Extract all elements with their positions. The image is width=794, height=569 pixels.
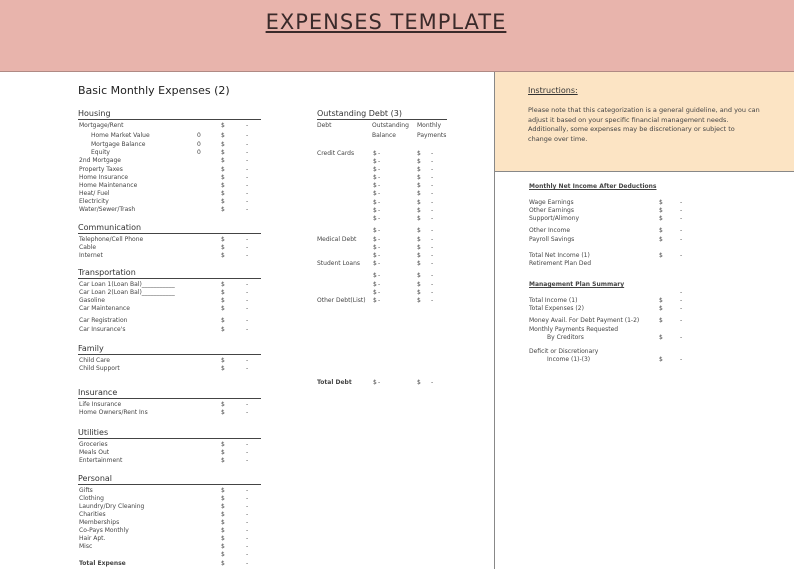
dash-value: -	[431, 252, 434, 259]
dollar-sign: $	[221, 149, 225, 156]
dollar-sign: $	[417, 215, 421, 222]
section-heading: Basic Monthly Expenses (2)	[78, 84, 230, 97]
dollar-sign: $	[659, 252, 663, 259]
net-income-total: Total Net Income (1)	[529, 252, 590, 259]
list-item: Car Loan 2(Loan Bal)___________	[79, 289, 175, 296]
dash-value: -	[246, 401, 249, 408]
dash-value: -	[378, 272, 381, 279]
debt-col-header: Debt	[317, 122, 332, 129]
dollar-sign: $	[373, 174, 377, 181]
instructions-text: Please note that this categorization is a general guideline, and you can adjust it based on your specific financial management needs. Additionally, some expenses may be discretionary or subject to change over time.	[528, 106, 760, 143]
list-item: Home Owners/Rent Ins	[79, 409, 148, 416]
dash-value: -	[680, 207, 683, 214]
dash-value: -	[431, 260, 434, 267]
dash-value: -	[431, 182, 434, 189]
personal-divider	[78, 484, 261, 485]
dollar-sign: $	[221, 190, 225, 197]
dash-value: -	[680, 215, 683, 222]
dash-value: -	[378, 182, 381, 189]
dollar-sign: $	[221, 365, 225, 372]
dash-value: -	[378, 244, 381, 251]
list-item: Telephone/Cell Phone	[79, 236, 144, 243]
dash-value: -	[246, 511, 249, 518]
communication-divider	[78, 233, 261, 234]
dash-value: -	[246, 281, 249, 288]
list-item: Co-Pays Monthly	[79, 527, 129, 534]
dash-value: -	[246, 122, 249, 129]
dollar-sign: $	[659, 297, 663, 304]
dollar-sign: $	[417, 207, 421, 214]
dash-value: -	[246, 206, 249, 213]
dollar-sign: $	[373, 199, 377, 206]
list-item: Home Maintenance	[79, 182, 138, 189]
dash-value: -	[431, 166, 434, 173]
dash-value: -	[246, 244, 249, 251]
dash-value: -	[378, 281, 381, 288]
dollar-sign: $	[417, 166, 421, 173]
dash-value: -	[378, 199, 381, 206]
dash-value: -	[431, 199, 434, 206]
list-item: Meals Out	[79, 449, 110, 456]
dash-value: -	[378, 227, 381, 234]
dash-value: -	[246, 519, 249, 526]
dollar-sign: $	[221, 503, 225, 510]
total-debt-label: Total Debt	[317, 379, 352, 386]
dollar-sign: $	[417, 289, 421, 296]
dollar-sign: $	[221, 511, 225, 518]
dollar-sign: $	[417, 227, 421, 234]
dollar-sign: $	[221, 132, 225, 139]
dollar-sign: $	[221, 281, 225, 288]
dash-value: -	[378, 260, 381, 267]
dollar-sign: $	[373, 158, 377, 165]
dash-value: -	[680, 289, 683, 296]
dollar-sign: $	[659, 317, 663, 324]
dollar-sign: $	[221, 166, 225, 173]
net-income-title: Monthly Net Income After Deductions	[529, 183, 657, 190]
list-item: Total Income (1)	[529, 297, 578, 304]
list-item: Mortgage Balance	[91, 141, 146, 148]
dollar-sign: $	[373, 182, 377, 189]
transportation-divider	[78, 278, 261, 279]
dash-value: -	[378, 236, 381, 243]
dollar-sign: $	[221, 174, 225, 181]
dollar-sign: $	[221, 252, 225, 259]
dollar-sign: $	[221, 535, 225, 542]
dash-value: -	[378, 379, 381, 386]
dollar-sign: $	[659, 334, 663, 341]
dollar-sign: $	[417, 281, 421, 288]
dash-value: -	[431, 236, 434, 243]
list-item: Memberships	[79, 519, 120, 526]
dollar-sign: $	[221, 317, 225, 324]
list-item: Support/Alimony	[529, 215, 580, 222]
debt-title: Outstanding Debt (3)	[317, 109, 402, 118]
dollar-sign: $	[221, 326, 225, 333]
dollar-sign: $	[373, 379, 377, 386]
list-item: Mortgage/Rent	[79, 122, 124, 129]
dash-value: -	[431, 227, 434, 234]
personal-title: Personal	[78, 474, 113, 483]
instructions-box	[495, 72, 794, 172]
list-item: Total Expenses (2)	[529, 305, 584, 312]
communication-title: Communication	[78, 223, 142, 232]
list-item: Wage Earnings	[529, 199, 574, 206]
dash-value: -	[246, 357, 249, 364]
dash-value: -	[680, 317, 683, 324]
dollar-sign: $	[221, 409, 225, 416]
dollar-sign: $	[221, 289, 225, 296]
dollar-sign: $	[373, 260, 377, 267]
family-divider	[78, 354, 261, 355]
dollar-sign: $	[221, 236, 225, 243]
dash-value: -	[246, 441, 249, 448]
dash-value: -	[246, 289, 249, 296]
dollar-sign: $	[221, 305, 225, 312]
instructions-title: Instructions:	[528, 86, 578, 95]
dash-value: -	[246, 141, 249, 148]
utilities-divider	[78, 438, 261, 439]
debt-divider	[317, 119, 447, 120]
list-item: Other Income	[529, 227, 571, 234]
dollar-sign: $	[659, 199, 663, 206]
housing-title: Housing	[78, 109, 111, 118]
dash-value: -	[246, 535, 249, 542]
payments-col-header: Payments	[417, 132, 447, 139]
insurance-divider	[78, 398, 261, 399]
dollar-sign: $	[373, 281, 377, 288]
dollar-sign: $	[221, 122, 225, 129]
dollar-sign: $	[373, 289, 377, 296]
list-item: Car Maintenance	[79, 305, 130, 312]
dollar-sign: $	[659, 305, 663, 312]
dash-value: -	[246, 190, 249, 197]
list-item: Car Insurance's	[79, 326, 126, 333]
value-cell: 0	[197, 149, 201, 156]
dollar-sign: $	[417, 244, 421, 251]
list-item: Payroll Savings	[529, 236, 575, 243]
dollar-sign: $	[417, 297, 421, 304]
dollar-sign: $	[221, 141, 225, 148]
dash-value: -	[431, 272, 434, 279]
dash-value: -	[431, 289, 434, 296]
dash-value: -	[680, 334, 683, 341]
dash-value: -	[246, 198, 249, 205]
page-title: EXPENSES TEMPLATE	[265, 10, 507, 34]
dollar-sign: $	[373, 150, 377, 157]
dollar-sign: $	[417, 272, 421, 279]
dash-value: -	[680, 227, 683, 234]
dash-value: -	[246, 174, 249, 181]
dollar-sign: $	[373, 297, 377, 304]
dollar-sign: $	[373, 244, 377, 251]
list-item: Internet	[79, 252, 103, 259]
dollar-sign: $	[373, 190, 377, 197]
dash-value: -	[378, 174, 381, 181]
dollar-sign: $	[417, 190, 421, 197]
dash-value: -	[246, 166, 249, 173]
dash-value: -	[246, 543, 249, 550]
list-item: Income (1)-(3)	[547, 356, 591, 363]
dash-value: -	[246, 326, 249, 333]
list-item: Other Earnings	[529, 207, 574, 214]
debt-label: Student Loans	[317, 260, 361, 267]
dash-value: -	[246, 527, 249, 534]
dollar-sign: $	[417, 158, 421, 165]
family-title: Family	[78, 344, 104, 353]
debt-label: Medical Debt	[317, 236, 357, 243]
list-item: Misc	[79, 543, 93, 550]
dash-value: -	[246, 365, 249, 372]
dash-value: -	[431, 297, 434, 304]
dollar-sign: $	[373, 227, 377, 234]
debt-label: Credit Cards	[317, 150, 355, 157]
dash-value: -	[246, 409, 249, 416]
dollar-sign: $	[373, 272, 377, 279]
dash-value: -	[378, 289, 381, 296]
list-item: Heat/ Fuel	[79, 190, 110, 197]
dash-value: -	[680, 236, 683, 243]
list-item: Child Care	[79, 357, 110, 364]
dash-value: -	[431, 158, 434, 165]
dollar-sign: $	[221, 297, 225, 304]
dollar-sign: $	[221, 244, 225, 251]
dollar-sign: $	[221, 449, 225, 456]
list-item: Child Support	[79, 365, 120, 372]
list-item: Life Insurance	[79, 401, 122, 408]
dollar-sign: $	[221, 527, 225, 534]
dash-value: -	[378, 158, 381, 165]
insurance-title: Insurance	[78, 388, 118, 397]
value-cell: 0	[197, 132, 201, 139]
dollar-sign: $	[221, 206, 225, 213]
dollar-sign: $	[373, 252, 377, 259]
dash-value: -	[378, 215, 381, 222]
dash-value: -	[378, 150, 381, 157]
dash-value: -	[246, 503, 249, 510]
dollar-sign: $	[417, 174, 421, 181]
dollar-sign: $	[221, 560, 225, 567]
dash-value: -	[680, 305, 683, 312]
dollar-sign: $	[659, 356, 663, 363]
list-item: Money Avail. For Debt Payment (1-2)	[529, 317, 640, 324]
dollar-sign: $	[221, 543, 225, 550]
dash-value: -	[246, 149, 249, 156]
value-cell: 0	[197, 141, 201, 148]
payments-col-header: Monthly	[417, 122, 442, 129]
dollar-sign: $	[373, 215, 377, 222]
dash-value: -	[680, 199, 683, 206]
dollar-sign: $	[417, 182, 421, 189]
dash-value: -	[246, 487, 249, 494]
list-item: Gifts	[79, 487, 93, 494]
dash-value: -	[680, 252, 683, 259]
dollar-sign: $	[221, 357, 225, 364]
dollar-sign: $	[373, 207, 377, 214]
dash-value: -	[246, 551, 249, 558]
list-item: Monthly Payments Requested	[529, 326, 619, 333]
dollar-sign: $	[659, 236, 663, 243]
dash-value: -	[431, 174, 434, 181]
dash-value: -	[431, 244, 434, 251]
dash-value: -	[246, 297, 249, 304]
list-item: Car Registration	[79, 317, 128, 324]
dash-value: -	[378, 190, 381, 197]
dollar-sign: $	[417, 379, 421, 386]
list-item: Equity	[91, 149, 110, 156]
dash-value: -	[431, 215, 434, 222]
dash-value: -	[431, 207, 434, 214]
dollar-sign: $	[221, 441, 225, 448]
dollar-sign: $	[659, 215, 663, 222]
dollar-sign: $	[417, 150, 421, 157]
debt-label: Other Debt(List)	[317, 297, 366, 304]
dash-value: -	[431, 150, 434, 157]
dollar-sign: $	[221, 495, 225, 502]
dollar-sign: $	[373, 166, 377, 173]
list-item: Electricity	[79, 198, 109, 205]
dollar-sign: $	[417, 252, 421, 259]
dash-value: -	[378, 207, 381, 214]
list-item: By Creditors	[547, 334, 584, 341]
dollar-sign: $	[417, 199, 421, 206]
dash-value: -	[246, 252, 249, 259]
dollar-sign: $	[221, 487, 225, 494]
list-item: Entertainment	[79, 457, 123, 464]
utilities-title: Utilities	[78, 428, 109, 437]
list-item: 2nd Mortgage	[79, 157, 121, 164]
dollar-sign: $	[221, 198, 225, 205]
transportation-title: Transportation	[78, 268, 136, 277]
dollar-sign: $	[659, 207, 663, 214]
list-item: Hair Apt.	[79, 535, 106, 542]
list-item: Charities	[79, 511, 106, 518]
dash-value: -	[246, 132, 249, 139]
dollar-sign: $	[417, 260, 421, 267]
summary-title: Management Plan Summary	[529, 281, 625, 288]
dollar-sign: $	[373, 236, 377, 243]
dollar-sign: $	[221, 157, 225, 164]
list-item: Home Market Value	[91, 132, 150, 139]
dash-value: -	[246, 157, 249, 164]
dash-value: -	[431, 281, 434, 288]
dash-value: -	[246, 182, 249, 189]
dollar-sign: $	[221, 182, 225, 189]
dash-value: -	[246, 457, 249, 464]
dash-value: -	[431, 190, 434, 197]
dash-value: -	[378, 297, 381, 304]
dash-value: -	[680, 297, 683, 304]
list-item: Water/Sewer/Trash	[79, 206, 136, 213]
list-item: Gasoline	[79, 297, 105, 304]
dollar-sign: $	[221, 457, 225, 464]
dollar-sign: $	[221, 519, 225, 526]
list-item: Clothing	[79, 495, 104, 502]
dash-value: -	[246, 317, 249, 324]
dash-value: -	[246, 560, 249, 567]
dash-value: -	[378, 252, 381, 259]
retirement-plan-label: Retirement Plan Ded	[529, 260, 592, 267]
list-item: Groceries	[79, 441, 108, 448]
dash-value: -	[246, 236, 249, 243]
list-item: Property Taxes	[79, 166, 123, 173]
dollar-sign: $	[417, 236, 421, 243]
list-item: Cable	[79, 244, 97, 251]
dash-value: -	[680, 356, 683, 363]
balance-col-header: Outstanding	[372, 122, 409, 129]
balance-col-header: Balance	[372, 132, 396, 139]
dash-value: -	[246, 449, 249, 456]
list-item: Laundry/Dry Cleaning	[79, 503, 145, 510]
dash-value: -	[246, 305, 249, 312]
list-item: Home Insurance	[79, 174, 129, 181]
dash-value: -	[431, 379, 434, 386]
list-item: Car Loan 1(Loan Bal)___________	[79, 281, 175, 288]
header-band	[0, 0, 794, 72]
housing-divider	[78, 119, 261, 120]
total-expense-label: Total Expense	[79, 560, 126, 567]
dollar-sign: $	[221, 551, 225, 558]
dollar-sign: $	[659, 227, 663, 234]
dash-value: -	[246, 495, 249, 502]
dollar-sign: $	[221, 401, 225, 408]
dash-value: -	[378, 166, 381, 173]
list-item: Deficit or Discretionary	[529, 348, 599, 355]
